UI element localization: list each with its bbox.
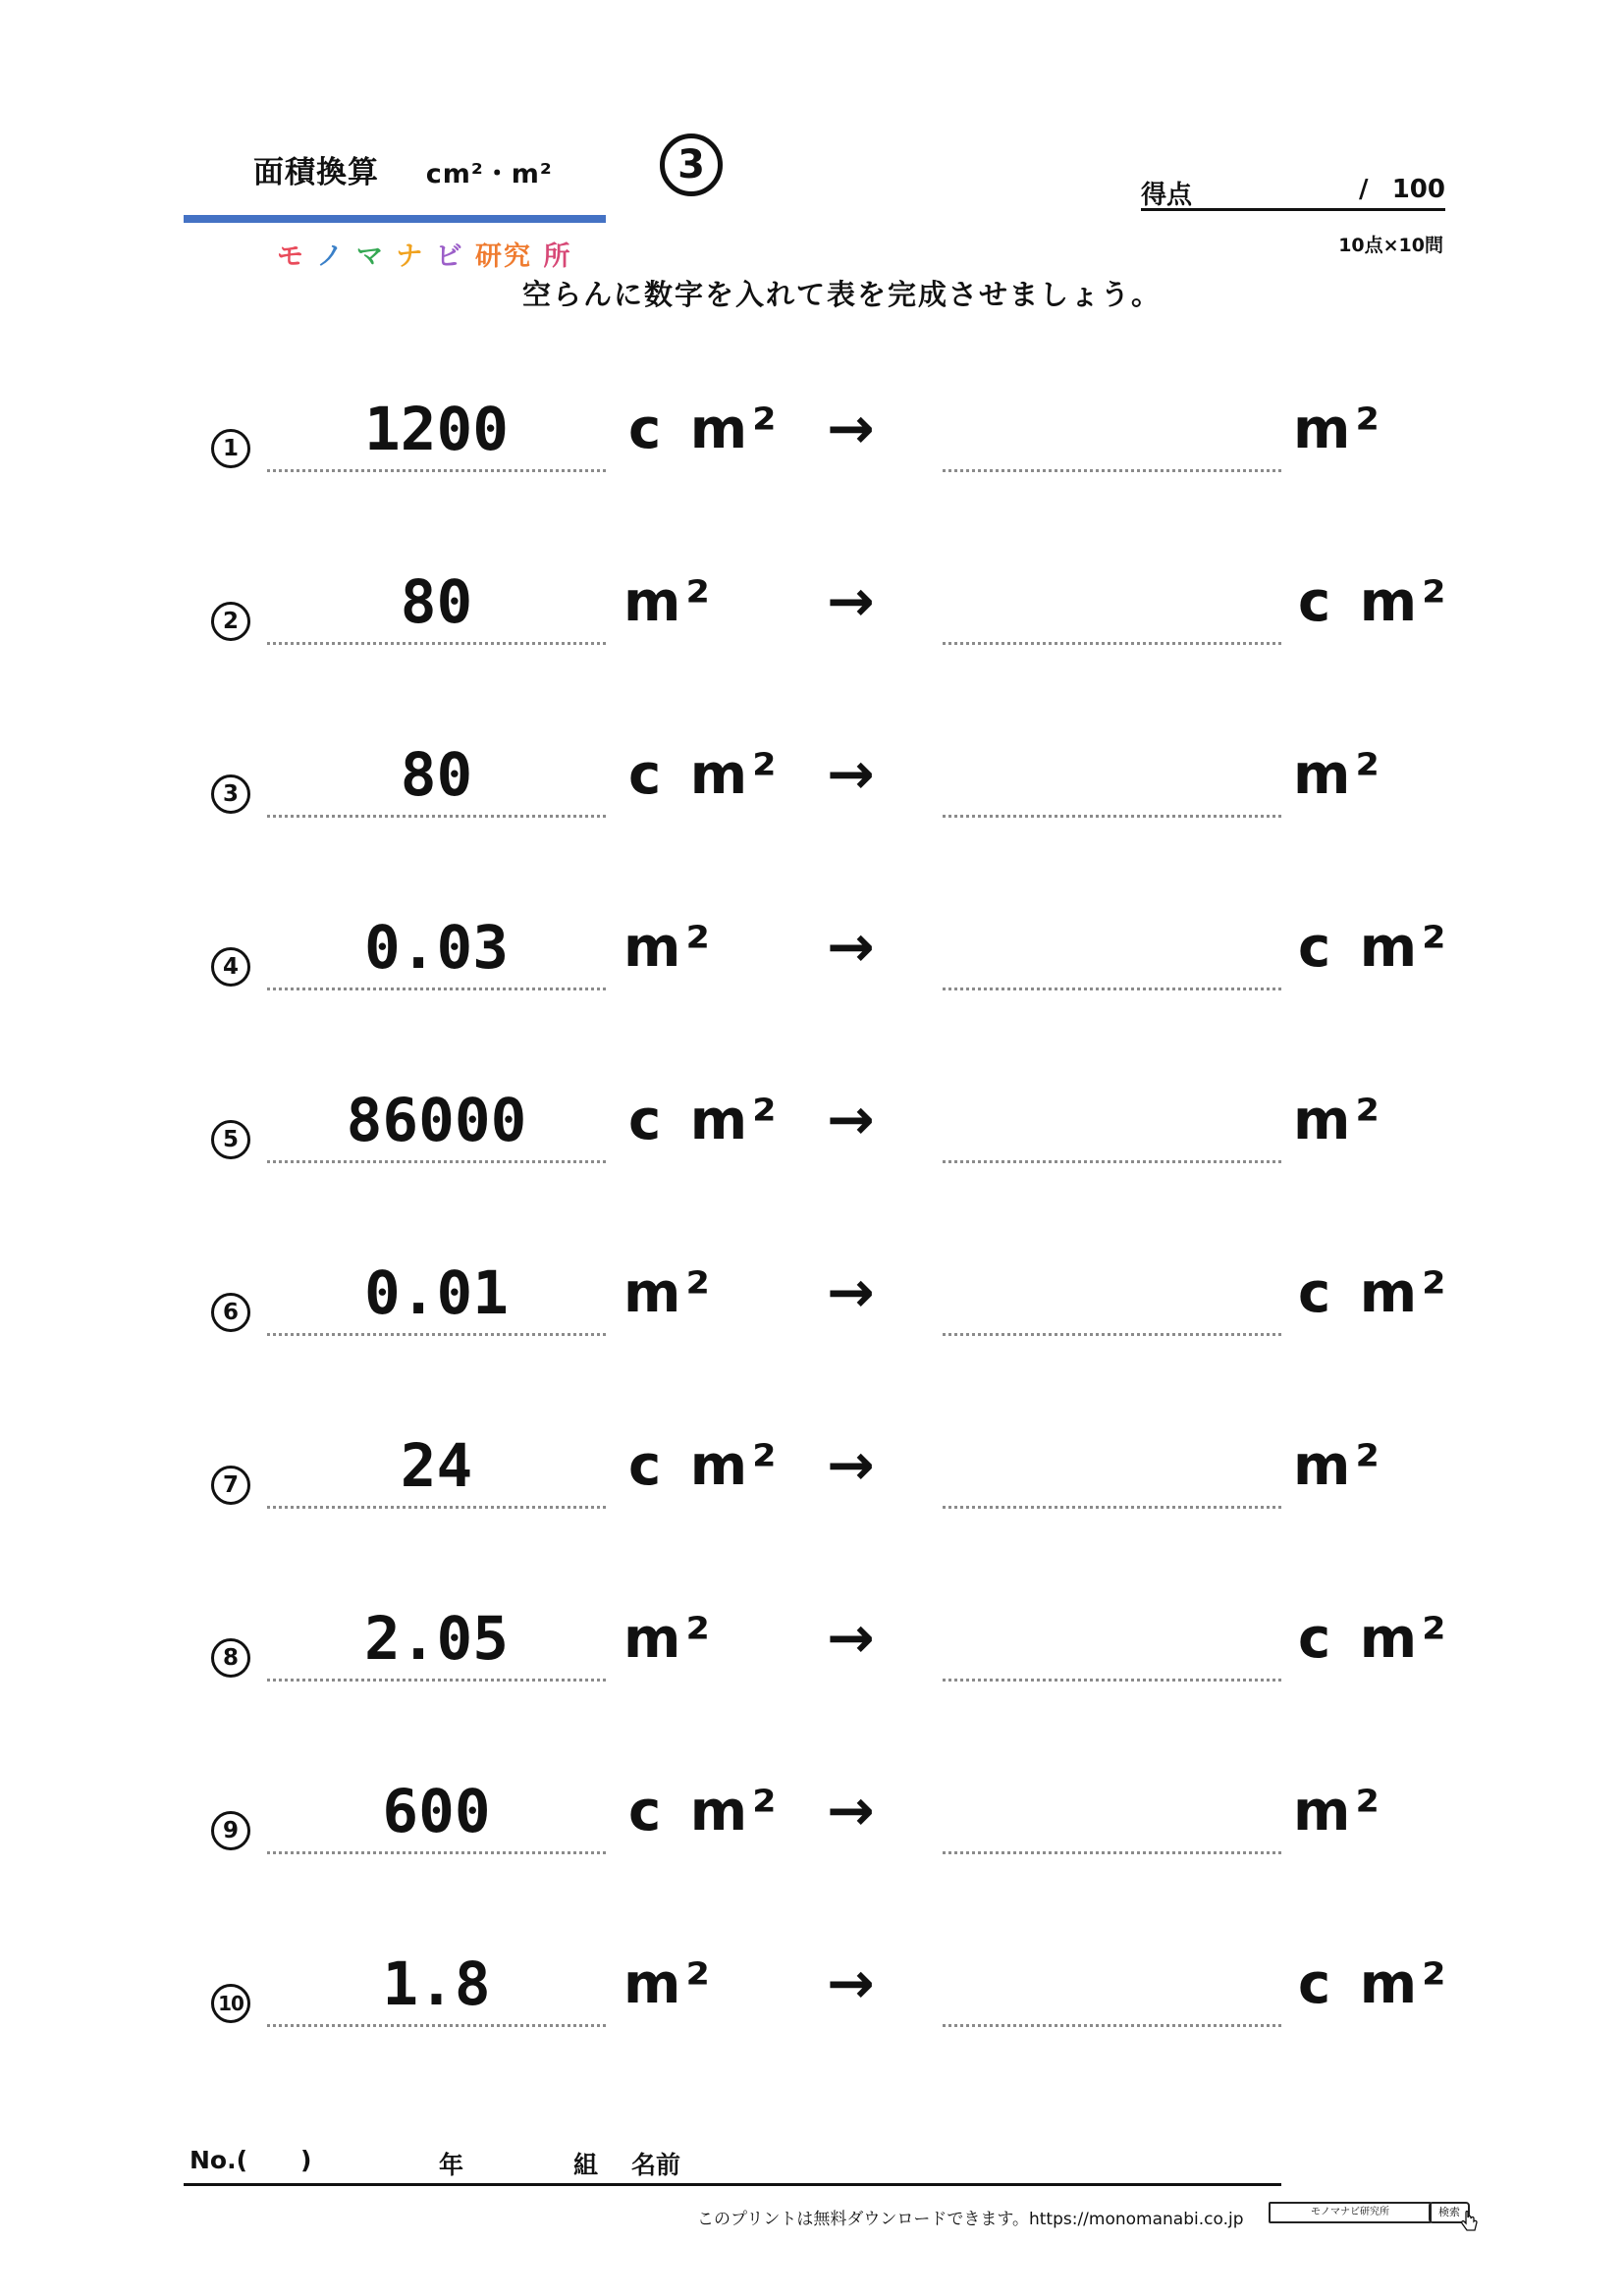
value-dotted-line	[267, 1333, 606, 1336]
from-unit: m²	[623, 570, 715, 634]
problem-row	[0, 558, 1624, 667]
year-label: 年	[439, 2151, 464, 2179]
answer-dotted-line	[943, 815, 1281, 818]
value-dotted-line	[267, 1851, 606, 1854]
problem-row	[0, 1249, 1624, 1359]
from-unit: c m²	[628, 1089, 782, 1152]
conversion-arrow-icon: →	[827, 1604, 875, 1671]
from-unit: m²	[623, 916, 715, 980]
answer-blank[interactable]	[943, 569, 1281, 638]
to-unit: c m²	[1298, 1261, 1451, 1325]
from-unit: c m²	[628, 743, 782, 807]
logo-char-4: ナ	[396, 241, 425, 272]
name-line	[184, 2183, 1281, 2186]
answer-blank[interactable]	[943, 397, 1281, 465]
answer-blank[interactable]	[943, 742, 1281, 811]
score-total: 100	[1391, 175, 1445, 204]
worksheet-title	[253, 147, 553, 191]
problem-value: 1200	[364, 395, 509, 464]
score-label: 得点	[1141, 181, 1193, 210]
problem-row	[0, 1940, 1624, 2050]
to-unit: c m²	[1298, 916, 1451, 980]
problem-number: 5	[211, 1120, 250, 1159]
search-button[interactable]: 検索	[1429, 2202, 1470, 2223]
problem-value: 1.8	[382, 1949, 491, 2019]
to-unit: m²	[1293, 1089, 1384, 1152]
title-text: 面積換算	[253, 155, 379, 190]
to-unit: c m²	[1298, 1607, 1451, 1671]
problem-number: 7	[211, 1466, 250, 1505]
value-dotted-line	[267, 1160, 606, 1163]
to-unit: c m²	[1298, 1952, 1451, 2016]
logo-char-7: 所	[543, 241, 572, 272]
value-dotted-line	[267, 469, 606, 472]
answer-blank[interactable]	[943, 1433, 1281, 1502]
conversion-arrow-icon: →	[827, 740, 875, 807]
answer-dotted-line	[943, 1506, 1281, 1509]
site-search-box[interactable]: モノマナビ研究所	[1269, 2202, 1432, 2223]
logo-char-1: モ	[277, 241, 305, 272]
answer-dotted-line	[943, 1851, 1281, 1854]
student-number-label: No.(	[189, 2146, 248, 2174]
value-dotted-line	[267, 1506, 606, 1509]
to-unit: m²	[1293, 743, 1384, 807]
to-unit: c m²	[1298, 570, 1451, 634]
from-unit: m²	[623, 1607, 715, 1671]
value-dotted-line	[267, 1679, 606, 1682]
from-unit: c m²	[628, 1780, 782, 1843]
from-unit: m²	[623, 1261, 715, 1325]
conversion-arrow-icon: →	[827, 567, 875, 634]
answer-dotted-line	[943, 988, 1281, 990]
conversion-arrow-icon: →	[827, 1258, 875, 1325]
name-label: 名前	[631, 2151, 681, 2179]
answer-blank[interactable]	[943, 1606, 1281, 1675]
problem-row	[0, 1076, 1624, 1186]
answer-blank[interactable]	[943, 1779, 1281, 1847]
from-unit: c m²	[628, 1434, 782, 1498]
problem-number: 6	[211, 1293, 250, 1332]
conversion-arrow-icon: →	[827, 1949, 875, 2016]
answer-blank[interactable]	[943, 1088, 1281, 1156]
from-unit: m²	[623, 1952, 715, 2016]
problem-value: 24	[400, 1431, 473, 1501]
problem-number: 4	[211, 947, 250, 987]
problem-number: 10	[211, 1984, 250, 2023]
conversion-arrow-icon: →	[827, 1777, 875, 1843]
problem-row	[0, 385, 1624, 495]
conversion-arrow-icon: →	[827, 395, 875, 461]
logo-char-3: マ	[355, 241, 385, 272]
score-field[interactable]	[1141, 175, 1445, 211]
answer-blank[interactable]	[943, 915, 1281, 984]
logo-char-6: 研究	[475, 241, 533, 272]
download-notice: このプリントは無料ダウンロードできます。https://monomanabi.co.jp	[697, 2210, 1244, 2229]
answer-dotted-line	[943, 1160, 1281, 1163]
problem-value: 86000	[346, 1086, 527, 1155]
problem-row	[0, 903, 1624, 1013]
problem-number: 1	[211, 429, 250, 468]
title-unit-pair: cm²・m²	[425, 159, 553, 189]
answer-blank[interactable]	[943, 1951, 1281, 2020]
problem-value: 0.03	[364, 913, 509, 983]
sheet-number-badge: 3	[660, 133, 723, 196]
title-underline	[184, 215, 606, 223]
student-number-close: )	[300, 2146, 312, 2174]
problem-row	[0, 1594, 1624, 1704]
problem-value: 80	[400, 567, 473, 637]
logo-char-2: ノ	[316, 241, 346, 272]
answer-blank[interactable]	[943, 1260, 1281, 1329]
problem-value: 80	[400, 740, 473, 810]
logo-char-5: ビ	[435, 241, 464, 272]
problem-number: 2	[211, 602, 250, 641]
score-note: 10点×10問	[1338, 235, 1443, 256]
problem-value: 2.05	[364, 1604, 509, 1674]
problem-value: 600	[382, 1777, 491, 1846]
value-dotted-line	[267, 642, 606, 645]
problem-row	[0, 1421, 1624, 1531]
answer-dotted-line	[943, 1679, 1281, 1682]
conversion-arrow-icon: →	[827, 1086, 875, 1152]
hand-pointer-icon	[1459, 2211, 1479, 2234]
instruction-text: 空らんに数字を入れて表を完成させましょう。	[522, 278, 1163, 311]
answer-dotted-line	[943, 642, 1281, 645]
answer-dotted-line	[943, 1333, 1281, 1336]
value-dotted-line	[267, 2024, 606, 2027]
problem-number: 8	[211, 1638, 250, 1678]
value-dotted-line	[267, 815, 606, 818]
from-unit: c m²	[628, 398, 782, 461]
class-label: 組	[573, 2151, 599, 2179]
problem-number: 3	[211, 774, 250, 814]
answer-dotted-line	[943, 469, 1281, 472]
to-unit: m²	[1293, 398, 1384, 461]
problem-row	[0, 730, 1624, 840]
to-unit: m²	[1293, 1780, 1384, 1843]
problem-value: 0.01	[364, 1258, 509, 1328]
conversion-arrow-icon: →	[827, 913, 875, 980]
answer-dotted-line	[943, 2024, 1281, 2027]
conversion-arrow-icon: →	[827, 1431, 875, 1498]
problem-number: 9	[211, 1811, 250, 1850]
value-dotted-line	[267, 988, 606, 990]
problem-row	[0, 1767, 1624, 1877]
score-slash: /	[1359, 175, 1369, 204]
to-unit: m²	[1293, 1434, 1384, 1498]
monomanabi-logo	[277, 235, 571, 273]
